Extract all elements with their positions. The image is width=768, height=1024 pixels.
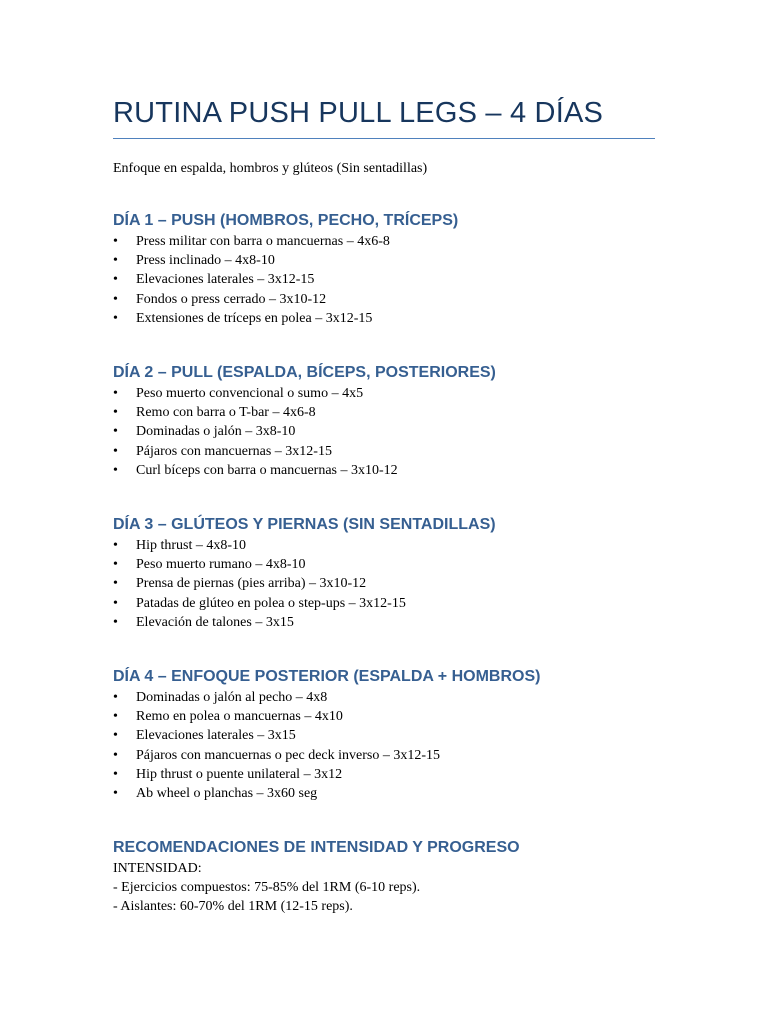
list-item [113,384,673,403]
list-item [113,536,673,555]
list-item [113,726,673,745]
recommendations-section [113,837,673,917]
list-item [113,309,673,328]
list-item [113,688,673,707]
exercise-text: Peso muerto rumano – 4x8-10 [136,557,306,573]
bullet-icon: • [113,424,118,440]
list-item [113,461,673,480]
recommendation-line: - Ejercicios compuestos: 75-85% del 1RM (6-10 reps). [113,880,421,896]
exercise-text: Remo con barra o T-bar – 4x6-8 [136,405,316,421]
bullet-icon: • [113,310,118,326]
bullet-icon: • [113,576,118,592]
list-item [113,574,673,593]
list-item [113,270,673,289]
list-item [113,403,673,422]
bullet-icon: • [113,405,118,421]
day-1-exercise-list [113,232,673,328]
exercise-text: Extensiones de tríceps en polea – 3x12-15 [136,310,373,326]
exercise-text: Elevaciones laterales – 3x12-15 [136,272,315,288]
list-item [113,613,673,632]
intensity-label: INTENSIDAD: [113,861,202,876]
exercise-text: Peso muerto convencional o sumo – 4x5 [136,386,364,401]
bullet-icon: • [113,538,118,553]
bullet-icon: • [113,462,118,478]
exercise-text: Patadas de glúteo en polea o step-ups – 3x12-15 [136,595,406,611]
bullet-icon: • [113,614,118,630]
bullet-icon: • [113,557,118,573]
bullet-icon: • [113,766,118,782]
list-item [113,765,673,784]
exercise-text: Remo en polea o mancuernas – 4x10 [136,709,343,725]
exercise-text: Fondos o press cerrado – 3x10-12 [136,291,327,307]
day-2-exercise-list [113,384,673,480]
bullet-icon: • [113,747,118,763]
exercise-text: Prensa de piernas (pies arriba) – 3x10-12 [136,576,367,592]
day-2-section [113,362,673,480]
title-underline [113,138,655,139]
list-item [113,251,673,270]
list-item [113,707,673,726]
list-item [113,422,673,441]
day-3-exercise-list [113,536,673,632]
list-item [113,784,673,803]
exercise-text: Hip thrust o puente unilateral – 3x12 [136,766,343,782]
day-1-heading: DÍA 1 – PUSH (HOMBROS, PECHO, TRÍCEPS) [113,212,459,229]
list-item [113,232,673,251]
exercise-text: Dominadas o jalón – 3x8-10 [136,424,296,440]
exercise-text: Ab wheel o planchas – 3x60 seg [136,785,318,801]
exercise-text: Pájaros con mancuernas o pec deck inverso – 3x12-15 [136,747,441,763]
list-item [113,290,673,309]
exercise-text: Press militar con barra o mancuernas – 4x6-8 [136,234,390,249]
day-4-heading: DÍA 4 – ENFOQUE POSTERIOR (ESPALDA + HOMBROS) [113,668,541,685]
bullet-icon: • [113,443,118,459]
list-item [113,746,673,765]
recommendation-line: - Aislantes: 60-70% del 1RM (12-15 reps). [113,899,353,915]
document-title: RUTINA PUSH PULL LEGS – 4 DÍAS [113,97,604,129]
day-3-heading: DÍA 3 – GLÚTEOS Y PIERNAS (SIN SENTADILLAS) [113,516,496,533]
bullet-icon: • [113,709,118,725]
bullet-icon: • [113,272,118,288]
exercise-text: Dominadas o jalón al pecho – 4x8 [136,690,328,705]
day-4-exercise-list [113,688,673,803]
bullet-icon: • [113,386,118,401]
recommendations-heading: RECOMENDACIONES DE INTENSIDAD Y PROGRESO [113,839,520,856]
list-item [113,555,673,574]
bullet-icon: • [113,785,118,801]
exercise-text: Press inclinado – 4x8-10 [136,253,275,269]
bullet-icon: • [113,728,118,744]
list-item [113,594,673,613]
bullet-icon: • [113,234,118,249]
bullet-icon: • [113,595,118,611]
bullet-icon: • [113,253,118,269]
exercise-text: Pájaros con mancuernas – 3x12-15 [136,443,332,459]
day-1-section [113,210,673,328]
bullet-icon: • [113,690,118,705]
exercise-text: Elevaciones laterales – 3x15 [136,728,296,744]
exercise-text: Curl bíceps con barra o mancuernas – 3x10-12 [136,462,398,478]
exercise-text: Elevación de talones – 3x15 [136,614,294,630]
day-2-heading: DÍA 2 – PULL (ESPALDA, BÍCEPS, POSTERIORES) [113,364,496,381]
list-item [113,442,673,461]
day-3-section [113,514,673,632]
bullet-icon: • [113,291,118,307]
day-4-section [113,666,673,803]
exercise-text: Hip thrust – 4x8-10 [136,538,247,553]
document-subtitle: Enfoque en espalda, hombros y glúteos (Sin sentadillas) [113,161,428,176]
